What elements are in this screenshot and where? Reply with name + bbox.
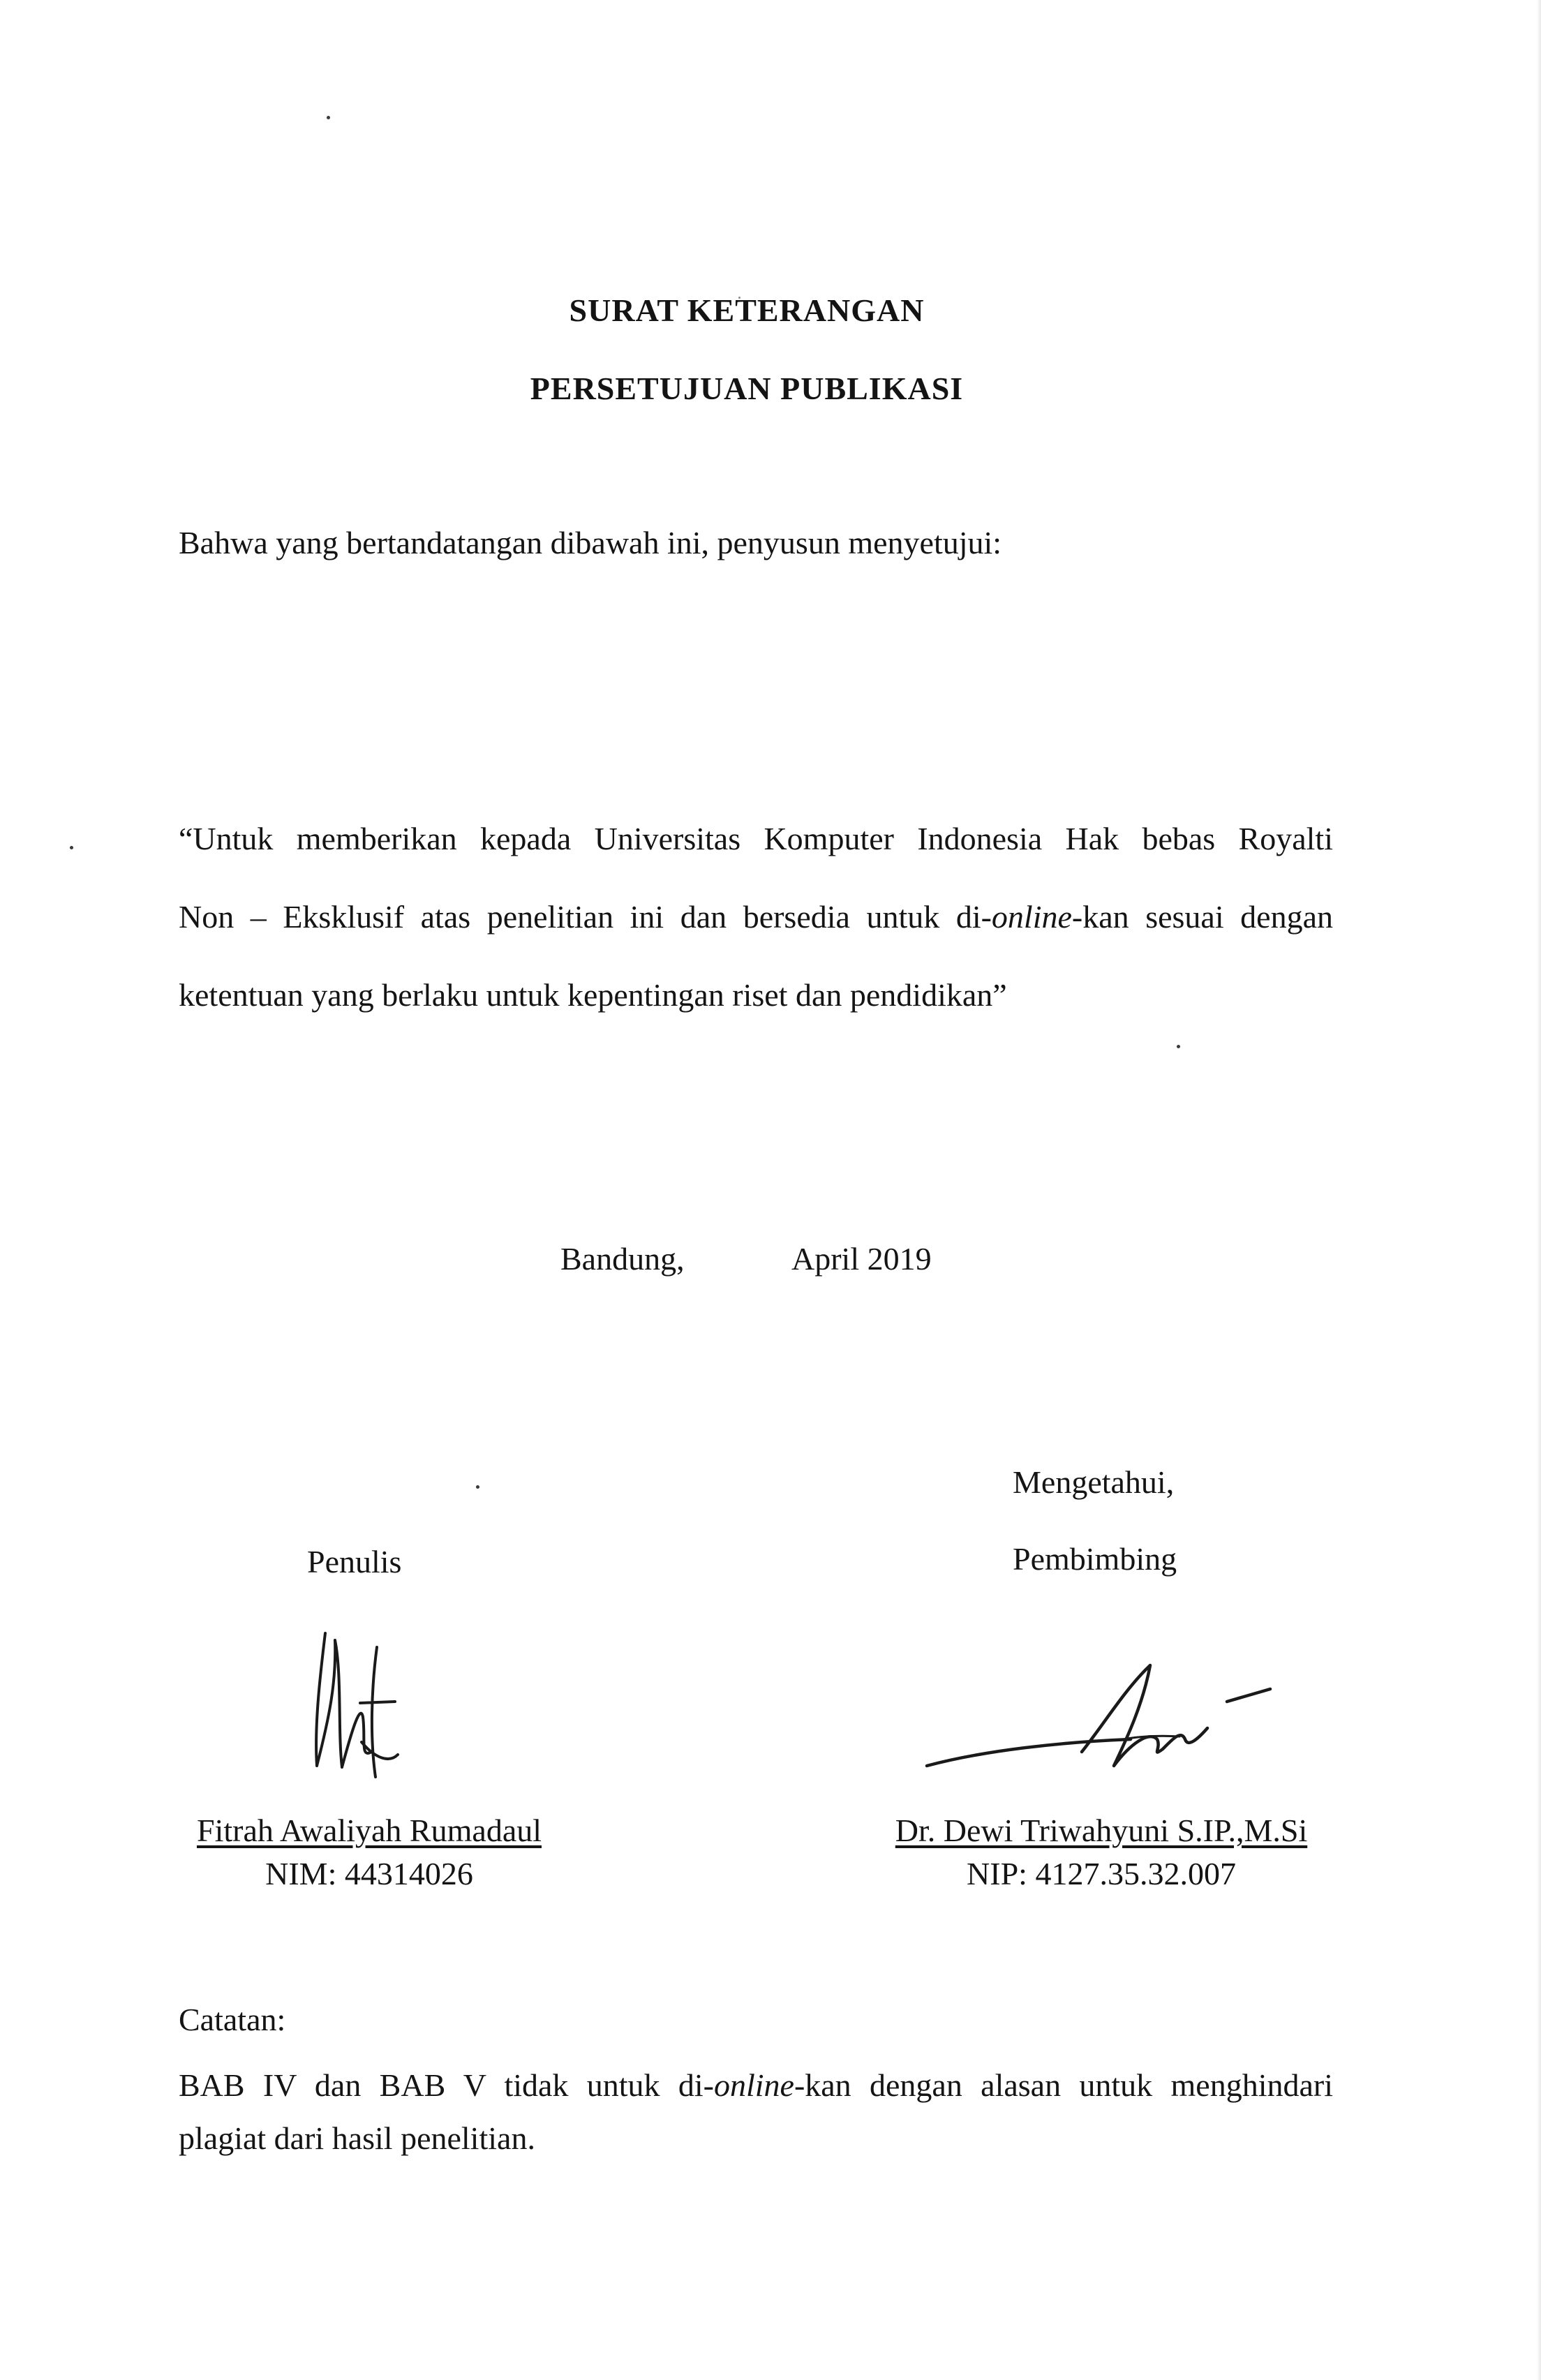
supervisor-name <box>870 1812 1333 1849</box>
scan-edge-shadow <box>1537 0 1541 2380</box>
author-nim: NIM: 44314026 <box>265 1856 473 1891</box>
author-signature <box>293 1619 405 1780</box>
note-line-1-text-end: -kan dengan alasan untuk menghindari <box>794 2067 1333 2103</box>
author-name-text: Fitrah Awaliyah Rumadaul <box>196 1813 542 1848</box>
statement-line-2-text-end: -kan sesuai dengan <box>1071 899 1333 935</box>
statement-paragraph <box>179 800 1333 1034</box>
scan-speck <box>327 116 330 119</box>
note-line-1 <box>179 2059 1333 2112</box>
note-line-1-text: BAB IV dan BAB V tidak untuk di- <box>179 2067 714 2103</box>
supervisor-nip: NIP: 4127.35.32.007 <box>967 1856 1236 1891</box>
supervisor-signature <box>921 1661 1284 1787</box>
statement-line-2-emphasis: online <box>991 899 1072 935</box>
author-name <box>179 1812 560 1849</box>
scan-speck <box>476 1485 479 1489</box>
author-role: Penulis <box>307 1544 402 1579</box>
signing-date: April 2019 <box>791 1241 932 1277</box>
statement-line-2-text: Non – Eksklusif atas penelitian ini dan bersedia untuk di- <box>179 899 992 935</box>
document-subtitle: PERSETUJUAN PUBLIKASI <box>530 371 964 406</box>
note-paragraph <box>179 2059 1333 2165</box>
statement-line-1: “Untuk memberikan kepada Universitas Komputer Indonesia Hak bebas Royalti <box>179 821 1333 856</box>
intro-text: Bahwa yang bertandatangan dibawah ini, penyusun menyetujui: <box>179 525 1002 560</box>
supervisor-name-text: Dr. Dewi Triwahyuni S.IP.,M.Si <box>895 1813 1308 1848</box>
note-line-2: plagiat dari hasil penelitian. <box>179 2120 535 2156</box>
note-label: Catatan: <box>179 2002 286 2037</box>
acknowledge-label: Mengetahui, <box>1013 1464 1175 1500</box>
scan-speck <box>70 846 73 849</box>
document-title: SURAT KETERANGAN <box>569 292 925 328</box>
statement-line-2 <box>179 878 1333 956</box>
signing-place: Bandung, <box>560 1241 685 1277</box>
note-line-1-emphasis: online <box>713 2067 794 2103</box>
supervisor-role: Pembimbing <box>1013 1541 1177 1577</box>
statement-line-3: ketentuan yang berlaku untuk kepentingan riset dan pendidikan” <box>179 977 1007 1013</box>
scan-speck <box>1177 1045 1180 1048</box>
